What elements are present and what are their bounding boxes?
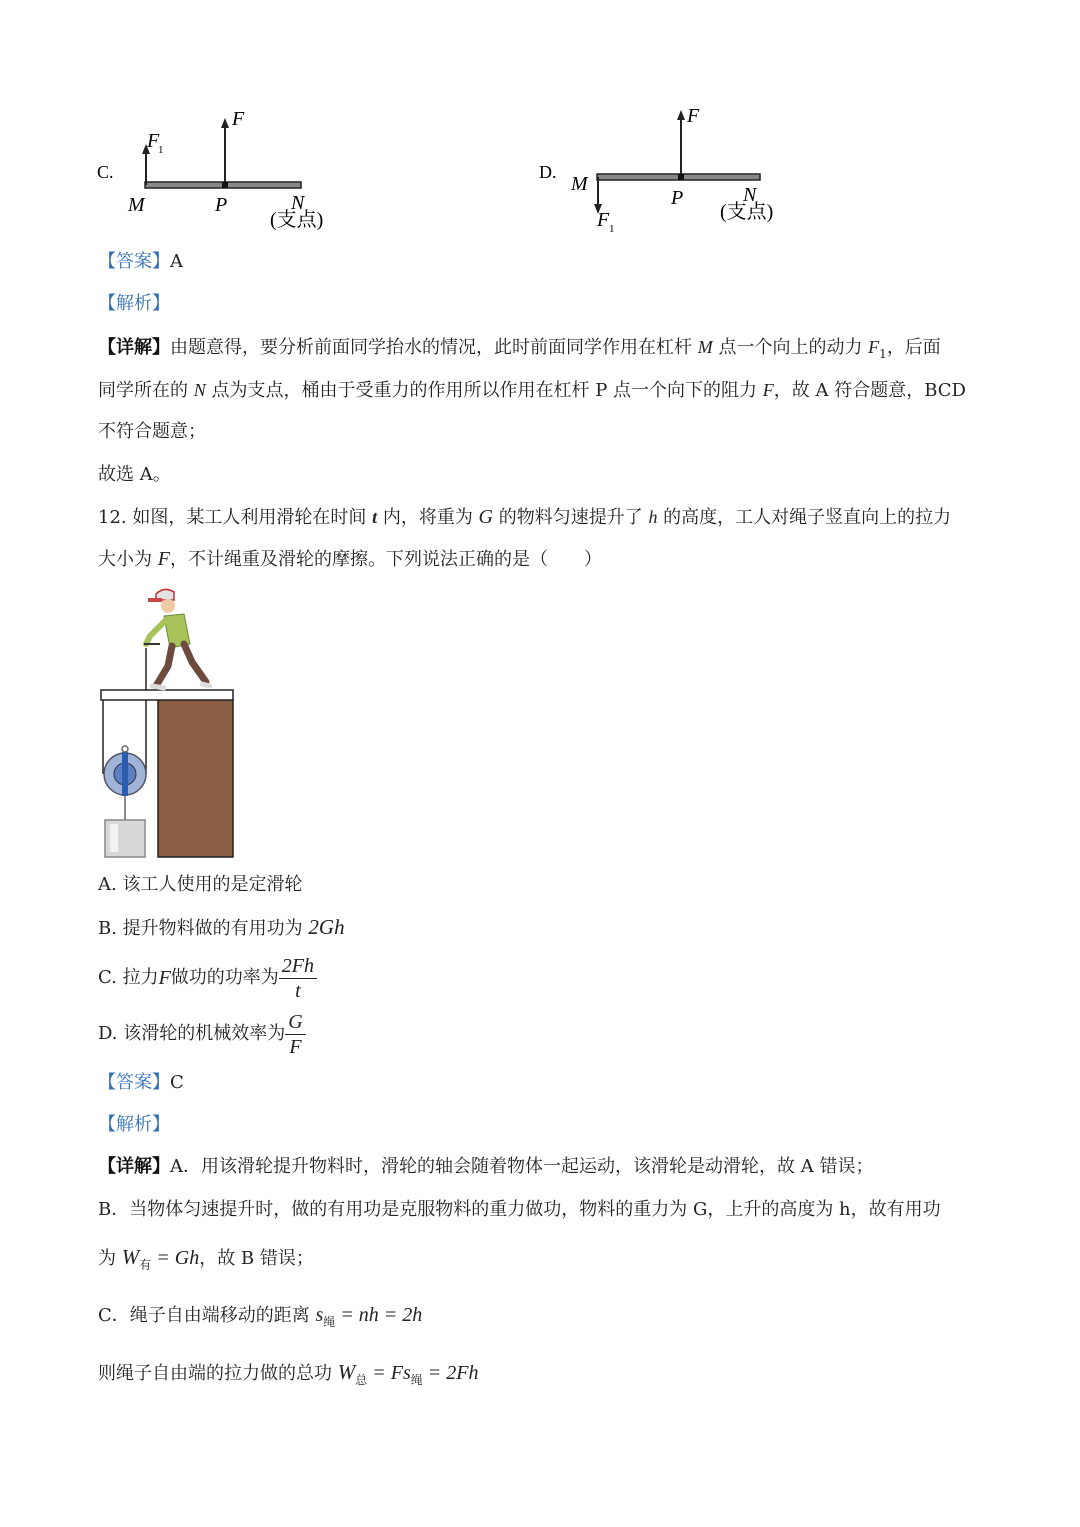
load-highlight — [110, 824, 118, 852]
q12-stem-line-2 — [98, 547, 602, 572]
q11-analysis-tag — [98, 292, 170, 316]
text: 点一个向上的动力 — [712, 337, 869, 358]
var-s: s — [315, 1304, 324, 1326]
text: 同学所在的 — [98, 380, 194, 401]
text: 则绳子自由端的拉力做的总功 — [98, 1363, 338, 1384]
var-w: W — [337, 1360, 356, 1384]
f-label: F — [232, 108, 245, 130]
q11-answer — [98, 250, 183, 274]
denominator: t — [295, 979, 301, 1002]
fraction — [279, 954, 317, 1003]
text: 做功的功率为 — [170, 967, 279, 988]
analysis-tag: 【解析】 — [98, 293, 170, 314]
math: 2Gh — [308, 915, 345, 939]
q12-analysis-tag — [98, 1113, 170, 1137]
text: C．绳子自由端移动的距离 — [98, 1305, 316, 1326]
f1-sub: 1 — [609, 223, 615, 235]
pulley-frame — [122, 752, 128, 796]
equation: = Gh — [151, 1247, 200, 1269]
subscript: 绳 — [323, 1315, 336, 1329]
text: A．用该滑轮提升物料时，滑轮的轴会随着物体一起运动，该滑轮是动滑轮，故 A 错误； — [170, 1156, 874, 1177]
subscript: 有 — [139, 1258, 152, 1272]
q12-detail-c-1 — [98, 1303, 422, 1334]
text: D. 该滑轮的机械效率为 — [98, 1023, 286, 1044]
text: 大小为 — [98, 549, 158, 570]
point-p — [678, 174, 684, 180]
analysis-tag: 【解析】 — [98, 1114, 170, 1135]
text: ，故 A 符合题意，BCD — [773, 380, 966, 401]
q11-detail-line-2 — [98, 378, 966, 403]
denominator: F — [289, 1035, 302, 1058]
q12-detail-a — [98, 1155, 873, 1179]
q11-detail-line-1 — [98, 335, 941, 366]
text: 为 — [98, 1248, 122, 1269]
lever-diagram-d — [537, 98, 797, 243]
n-label: N — [291, 192, 305, 214]
var-f: F — [868, 337, 880, 357]
fulcrum-label: (支点) — [270, 209, 324, 231]
diagram-c — [95, 100, 355, 240]
var-w: W — [121, 1245, 140, 1269]
text: B. 提升物料做的有用功为 — [98, 918, 309, 939]
pulley-illustration — [98, 586, 238, 861]
worker-figure — [144, 589, 210, 688]
answer-tag: 【答案】 — [98, 1072, 170, 1093]
var-f: F — [762, 380, 774, 400]
pulley-hook-top — [122, 746, 128, 752]
q11-choose: 故选 A。 — [98, 464, 171, 485]
numerator: G — [285, 1010, 305, 1035]
q11-detail-line-3: 不符合题意； — [98, 421, 206, 442]
diagram-d — [537, 98, 797, 243]
subscript: 1 — [879, 347, 887, 361]
lever-diagram-c — [95, 100, 355, 240]
m-label: M — [571, 173, 588, 195]
var-f: F — [158, 967, 171, 989]
q12-answer — [98, 1071, 184, 1095]
text: 的物料匀速提升了 — [493, 507, 649, 528]
text: 的高度，工人对绳子竖直向上的拉力 — [657, 507, 952, 528]
building-block — [158, 699, 233, 857]
p-label: P — [671, 187, 684, 209]
f-arrowhead — [677, 110, 685, 120]
subscript: 绳 — [410, 1373, 423, 1387]
q12-stem-line-1 — [98, 505, 951, 530]
q12-option-c — [98, 953, 317, 1003]
pulley-svg — [98, 586, 238, 861]
f1-label: F — [147, 130, 160, 152]
q12-option-b — [98, 915, 345, 941]
answer-value: A — [170, 251, 183, 272]
n-label: N — [743, 184, 757, 206]
text: 点为支点，桶由于受重力的作用所以作用在杠杆 P 点一个向下的阻力 — [205, 380, 763, 401]
option-label: D. — [539, 162, 557, 182]
var-m: M — [697, 337, 713, 357]
equation: = Fs — [367, 1362, 411, 1384]
text: 内，将重为 — [377, 507, 479, 528]
text: ，故 B 错误； — [199, 1248, 314, 1269]
text: ，后面 — [886, 337, 941, 358]
var-n: N — [193, 380, 206, 400]
detail-tag: 【详解】 — [98, 1156, 170, 1177]
f-label: F — [687, 105, 700, 127]
point-p — [222, 182, 228, 188]
subscript: 总 — [355, 1373, 368, 1387]
q12-option-d — [98, 1008, 306, 1060]
answer-value: C — [170, 1072, 184, 1093]
q12-option-a: A. 该工人使用的是定滑轮 — [98, 874, 303, 895]
q12-detail-b-2 — [98, 1245, 314, 1277]
detail-tag: 【详解】 — [98, 337, 170, 358]
f-arrowhead — [221, 118, 229, 128]
f1-label: F — [597, 209, 610, 231]
text: 12. 如图，某工人利用滑轮在时间 — [98, 507, 373, 528]
f1-sub: 1 — [158, 144, 164, 156]
text: 由题意得，要分析前面同学抬水的情况，此时前面同学作用在杠杆 — [170, 337, 698, 358]
fulcrum-label: (支点) — [720, 201, 774, 223]
option-label: C. — [97, 162, 114, 182]
text: C. 拉力 — [98, 967, 159, 988]
equation: = 2Fh — [422, 1362, 479, 1384]
q12-detail-c-2 — [98, 1360, 478, 1392]
fraction — [285, 1010, 305, 1059]
answer-tag: 【答案】 — [98, 251, 170, 272]
var-g: G — [478, 506, 493, 528]
equation: = nh = 2h — [335, 1304, 423, 1326]
var-f: F — [157, 548, 170, 570]
q12-detail-b-1: B．当物体匀速提升时，做的有用功是克服物料的重力做功，物料的重力为 G，上升的高度为 h，故有用功 — [98, 1199, 941, 1220]
numerator: 2Fh — [279, 954, 317, 979]
text: ，不计绳重及滑轮的摩擦。下列说法正确的是（ ） — [169, 549, 602, 570]
platform-beam — [101, 690, 233, 700]
var-h: h — [648, 507, 658, 527]
p-label: P — [215, 194, 228, 216]
var-t: t — [372, 507, 378, 527]
m-label: M — [128, 194, 145, 216]
